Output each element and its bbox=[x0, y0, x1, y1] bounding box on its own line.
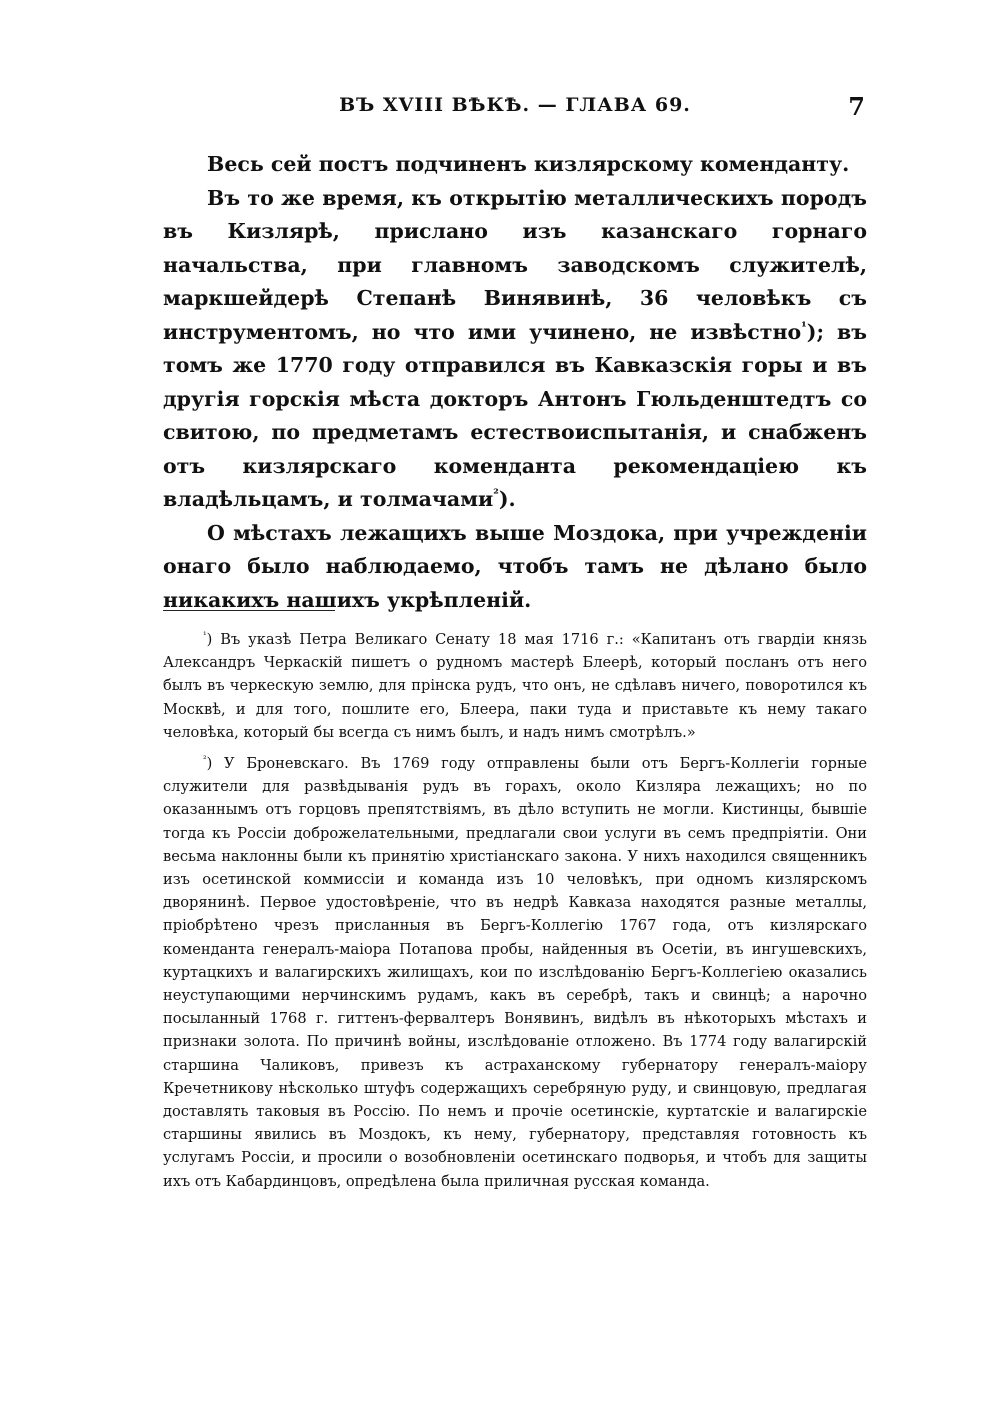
paragraph-1: Весь сей постъ подчиненъ кизлярскому коменданту. bbox=[207, 152, 850, 176]
footnote-2 bbox=[163, 752, 867, 1193]
footnote-1-text: ) Въ указѣ Петра Великаго Сенату 18 мая 1716 г.: «Капитанъ отъ гвардіи князь Александръ Черкаскій пишетъ о рудномъ мастерѣ Блеерѣ, который посланъ отъ него былъ въ черкескую землю, для прінска рудъ, что онъ, не сдѣлавъ ничего, поворотился къ Москвѣ, и для того, пошлите его, Блеера, паки туда и приставьте къ нему такаго человѣка, который бы всегда съ нимъ былъ, и надъ нимъ смотрѣлъ.» bbox=[163, 631, 867, 741]
footnote-2-marker: ² bbox=[203, 755, 207, 766]
footnote-1-marker: ¹ bbox=[203, 631, 207, 642]
page-number: 7 bbox=[848, 92, 865, 121]
footnote-1 bbox=[163, 628, 867, 744]
page-header bbox=[165, 94, 865, 126]
paragraph-2-part-a: Въ то же время, къ открытію металлическихъ породъ въ Кизлярѣ, прислано изъ казанскаго горнаго начальства, при главномъ заводскомъ служителѣ, маркшейдерѣ Степанѣ Винявинѣ, 36 человѣкъ съ инструментомъ, но что ими учинено, не извѣстно bbox=[163, 185, 867, 344]
running-head: ВЪ XVIII ВѢКѢ. — ГЛАВА 69. bbox=[339, 94, 691, 116]
paragraph-3: О мѣстахъ лежащихъ выше Моздока, при учрежденіи онаго было наблюдаемо, чтобъ тамъ не дѣлано было никакихъ нашихъ укрѣпленій. bbox=[163, 520, 867, 612]
paragraph-2-part-c: ). bbox=[498, 487, 516, 511]
footnote-ref-2[interactable]: ² bbox=[493, 486, 499, 502]
footnote-2-text: ) У Броневскаго. Въ 1769 году отправлены были отъ Бергъ-Коллегіи горные служители для развѣдыванія рудъ въ горахъ, около Кизляра лежащихъ; но по оказаннымъ отъ горцовъ препятствіямъ, въ дѣло вступить не могли. Кистинцы, бывшіе тогда къ Россіи доброжелательными, предлагали свои услуги въ семъ предпріятіи. Они весьма наклонны были къ принятію христіанскаго закона. У нихъ находился священникъ изъ осетинской коммиссіи и команда изъ 10 человѣкъ, при одномъ кизлярскомъ дворянинѣ. Первое удостовѣреніе, что въ недрѣ Кавказа находятся разные металлы, пріобрѣтено чрезъ присланныя въ Бергъ-Коллегію 1767 года, отъ кизлярскаго коменданта генералъ-маіора Потапова пробы, найденныя въ Осетіи, въ ингушевскихъ, куртацкихъ и валагирскихъ жилищахъ, кои по изслѣдованію Бергъ-Коллегіею оказались неуступающими нерчинскимъ рудамъ, какъ въ серебрѣ, такъ и свинцѣ; а нарочно посыланный 1768 г. гиттенъ-фервалтеръ Вонявинъ, видѣлъ въ нѣкоторыхъ мѣстахъ и признаки золота. По причинѣ войны, изслѣдованіе отложено. Въ 1774 году валагирскій старшина Чаликовъ, привезъ къ астраханскому губернатору генералъ-маіору Кречетникову нѣсколько штуфъ содержащихъ серебряную руду, и свинцовую, предлагая доставлять таковыя въ Россію. По немъ и прочіе осетинскіе, куртатскіе и валагирскіе старшины явились въ Моздокъ, къ нему, губернатору, представляя готовность къ услугамъ Россіи, и просили о возобновленіи осетинскаго подворья, и чтобъ для защиты ихъ отъ Кабардинцовъ, опредѣлена была приличная русская команда. bbox=[163, 755, 867, 1190]
footnote-ref-1[interactable]: ¹ bbox=[801, 318, 807, 334]
paragraph-2 bbox=[163, 182, 867, 517]
footnote-rule bbox=[163, 610, 335, 611]
main-text bbox=[163, 148, 867, 617]
footnotes bbox=[163, 628, 867, 1201]
paragraph-2-part-b: ); въ томъ же 1770 году отправился въ Кавказскія горы и въ другія горскія мѣста докторъ Антонъ Гюльденштедтъ со свитою, по предметамъ естествоиспытанія, и снабженъ отъ кизлярскаго коменданта рекомендаціею къ владѣльцамъ, и толмачами bbox=[163, 319, 868, 511]
